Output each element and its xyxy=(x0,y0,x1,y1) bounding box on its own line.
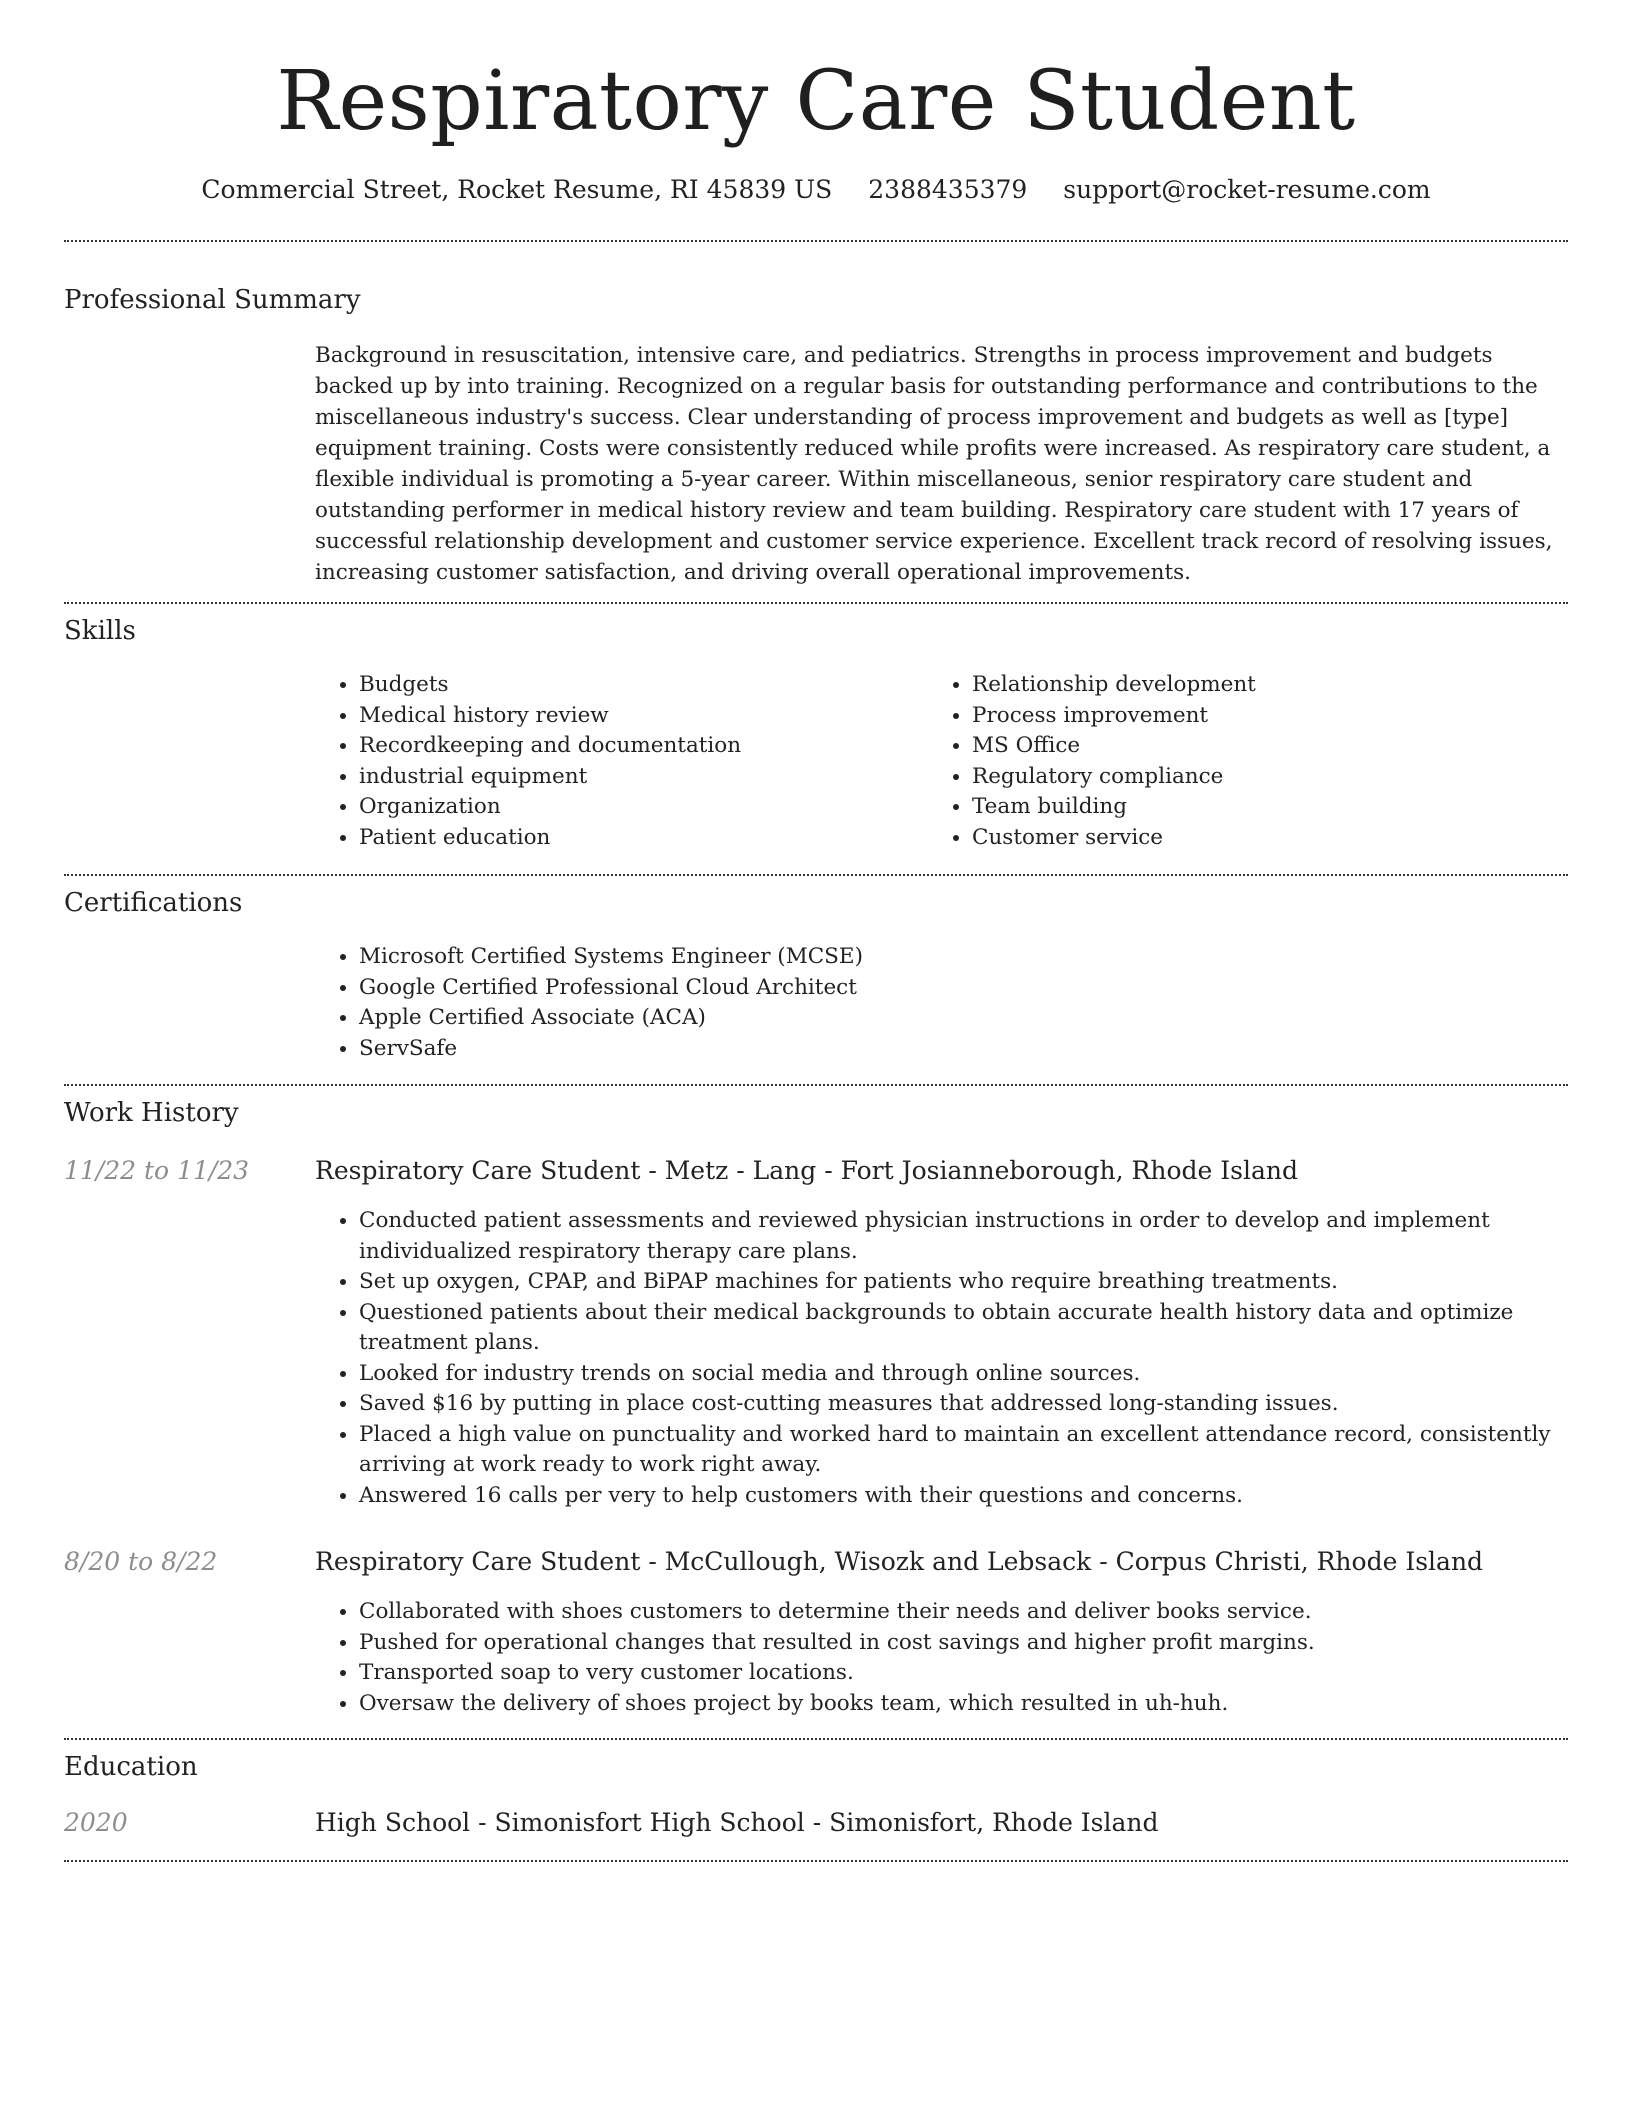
candidate-name: Respiratory Care Student xyxy=(276,54,1356,149)
section-divider xyxy=(64,1860,1568,1862)
list-item: • Relationship development xyxy=(972,670,1572,701)
list-item: • Apple Certified Associate (ACA) xyxy=(359,1003,1559,1034)
job-bullets xyxy=(315,1597,1609,1719)
list-item: • Google Certified Professional Cloud Architect xyxy=(359,973,1559,1004)
skills-list-left xyxy=(315,670,919,853)
list-item: • Answered 16 calls per very to help customers with their questions and concerns. xyxy=(359,1481,1609,1512)
section-divider xyxy=(64,602,1568,604)
list-item: • Questioned patients about their medical backgrounds to obtain accurate health history data and optimize treatment plans. xyxy=(359,1298,1609,1359)
section-divider xyxy=(64,1738,1568,1740)
list-item: • Looked for industry trends on social media and through online sources. xyxy=(359,1359,1609,1390)
education-entry: High School - Simonisfort High School - Simonisfort, Rhode Island xyxy=(315,1808,1159,1837)
list-item: • Medical history review xyxy=(359,701,919,732)
job-dates: 11/22 to 11/23 xyxy=(64,1156,250,1185)
skills-heading: Skills xyxy=(64,616,136,646)
list-item: • Regulatory compliance xyxy=(972,762,1572,793)
list-item: • industrial equipment xyxy=(359,762,919,793)
list-item: • Patient education xyxy=(359,823,919,854)
education-year: 2020 xyxy=(64,1808,128,1837)
list-item: • Pushed for operational changes that resulted in cost savings and higher profit margins. xyxy=(359,1628,1609,1659)
list-item: • ServSafe xyxy=(359,1034,1559,1065)
contact-email: support@rocket-resume.com xyxy=(1063,175,1431,204)
work-history-heading: Work History xyxy=(64,1098,239,1128)
section-divider xyxy=(64,240,1568,242)
list-item: • Oversaw the delivery of shoes project by books team, which resulted in uh-huh. xyxy=(359,1689,1609,1720)
list-item: • Saved $16 by putting in place cost-cutting measures that addressed long-standing issues. xyxy=(359,1389,1609,1420)
list-item: • Budgets xyxy=(359,670,919,701)
list-item: • Collaborated with shoes customers to determine their needs and deliver books service. xyxy=(359,1597,1609,1628)
section-divider xyxy=(64,1084,1568,1086)
job-title: Respiratory Care Student - McCullough, Wisozk and Lebsack - Corpus Christi, Rhode Island xyxy=(315,1547,1484,1576)
contact-line xyxy=(0,170,1632,210)
certifications-heading: Certifications xyxy=(64,888,243,918)
job-title: Respiratory Care Student - Metz - Lang - Fort Josianneborough, Rhode Island xyxy=(315,1156,1298,1185)
contact-address: Commercial Street, Rocket Resume, RI 45839 US xyxy=(201,175,833,204)
summary-text: Background in resuscitation, intensive care, and pediatrics. Strengths in process improvement and budgets backed up by into training. Recognized on a regular basis for outstanding performance and contributions to the miscellaneous industry's success. Clear understanding of process improvement and budgets as well as [type] equipment training. Costs were consistently reduced while profits were increased. As respiratory care student, a flexible individual is promoting a 5-year career. Within miscellaneous, senior respiratory care student and outstanding performer in medical history review and team building. Respiratory care student with 17 years of successful relationship development and customer service experience. Excellent track record of resolving issues, increasing customer satisfaction, and driving overall operational improvements. xyxy=(315,343,1553,585)
skills-list-right xyxy=(928,670,1572,853)
list-item: • Customer service xyxy=(972,823,1572,854)
certifications-list xyxy=(315,942,1559,1064)
job-dates: 8/20 to 8/22 xyxy=(64,1547,218,1576)
list-item: • MS Office xyxy=(972,731,1572,762)
education-heading: Education xyxy=(64,1752,198,1782)
list-item: • Process improvement xyxy=(972,701,1572,732)
contact-phone: 2388435379 xyxy=(868,175,1028,204)
list-item: • Team building xyxy=(972,792,1572,823)
list-item: • Organization xyxy=(359,792,919,823)
section-divider xyxy=(64,874,1568,876)
job-bullets xyxy=(315,1206,1609,1511)
list-item: • Conducted patient assessments and reviewed physician instructions in order to develop and implement individualized respiratory therapy care plans. xyxy=(359,1206,1609,1267)
summary-heading: Professional Summary xyxy=(64,285,361,315)
list-item: • Recordkeeping and documentation xyxy=(359,731,919,762)
list-item: • Set up oxygen, CPAP, and BiPAP machines for patients who require breathing treatments. xyxy=(359,1267,1609,1298)
list-item: • Placed a high value on punctuality and worked hard to maintain an excellent attendance record, consistently arriving at work ready to work right away. xyxy=(359,1420,1609,1481)
list-item: • Microsoft Certified Systems Engineer (MCSE) xyxy=(359,942,1559,973)
list-item: • Transported soap to very customer locations. xyxy=(359,1658,1609,1689)
